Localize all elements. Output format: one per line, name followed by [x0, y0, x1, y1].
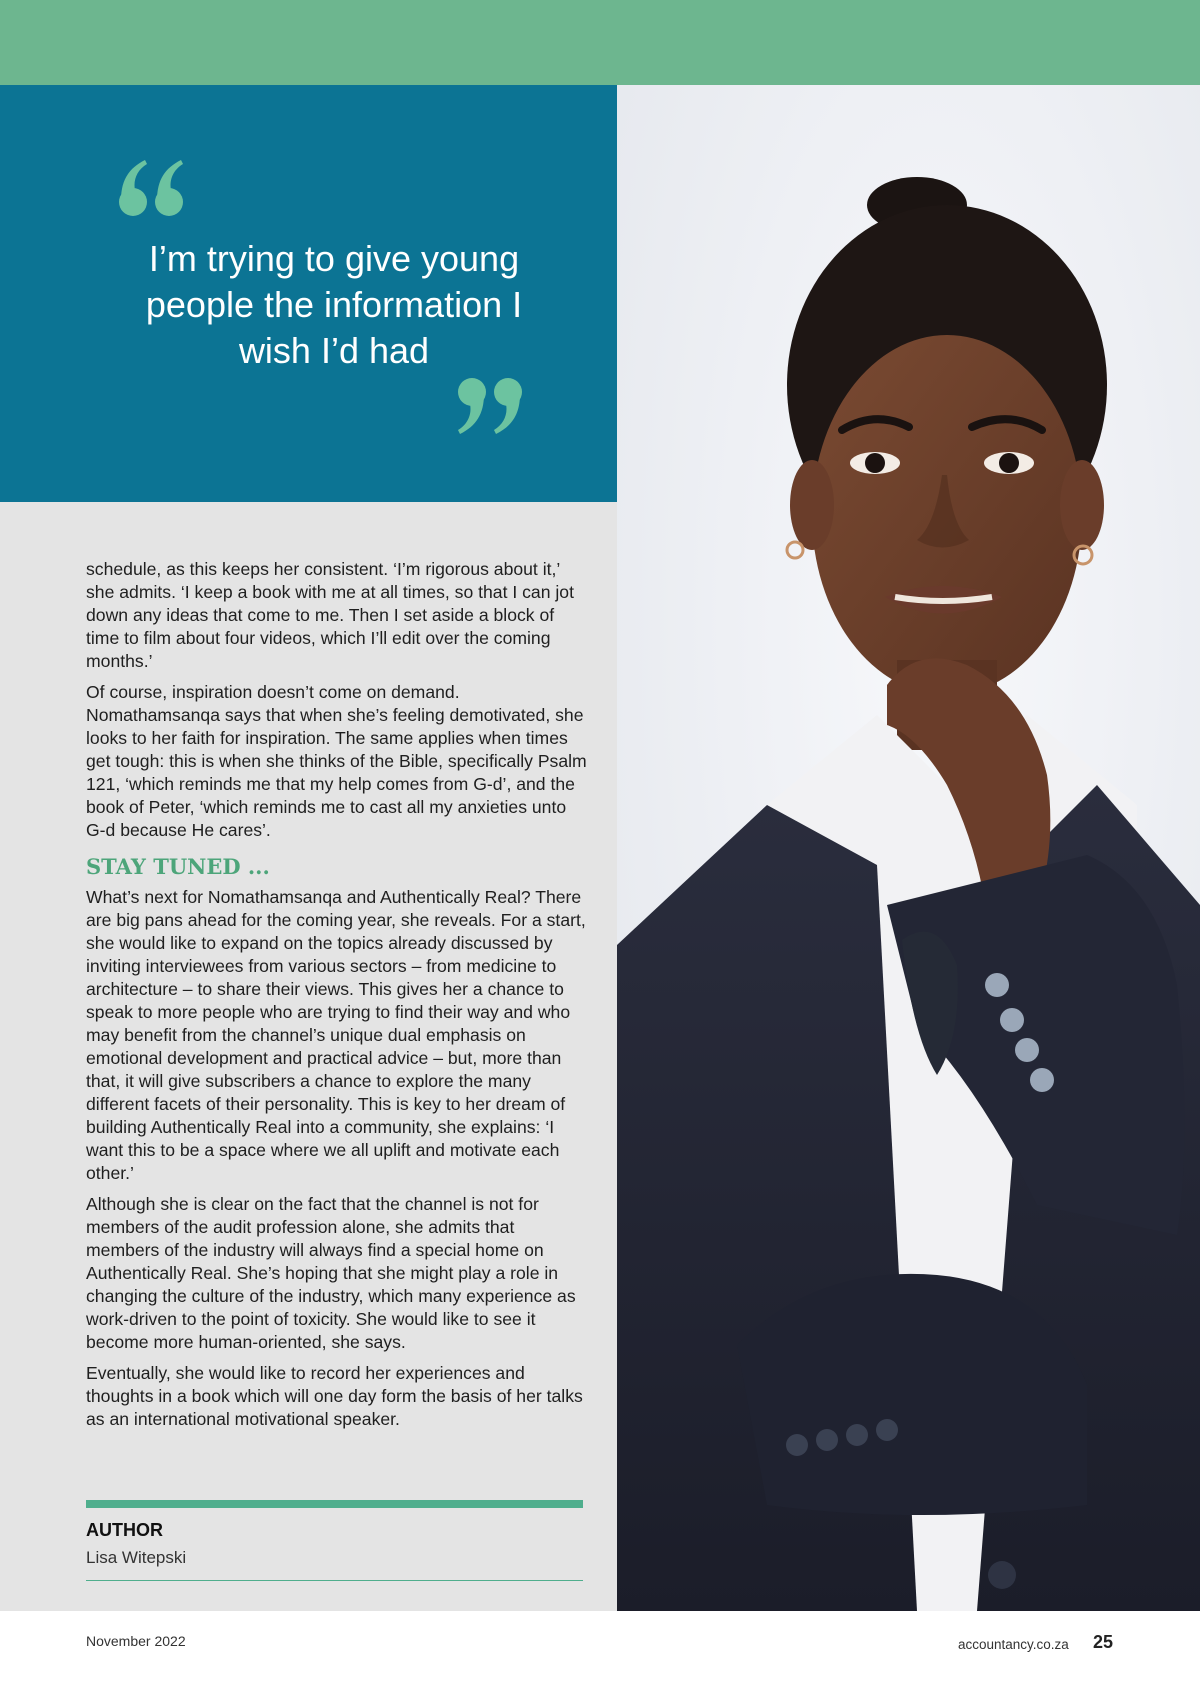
body-paragraph: What’s next for Nomathamsanqa and Authentically Real? There are big pans ahead for the coming year, she reveals. For a start, she would like to expand on the topics already discussed by inviting interviewees from various sectors – from medicine to architecture – to share their views. This gives her a chance to speak to more people who are trying to find their way and who may benefit from the channel’s unique dual emphasis on emotional development and practical advice – but, more than that, it will give subscribers a chance to explore the many different facets of their personality. This is key to her dream of building Authentically Real into a community, she explains: ‘I want this to be a space where we all uplift and motivate each other.’ [86, 887, 586, 1183]
issue-date: November 2022 [86, 1633, 186, 1649]
portrait-illustration [617, 85, 1200, 1611]
author-name: Lisa Witepski [86, 1548, 187, 1567]
body-paragraph: Although she is clear on the fact that the channel is not for members of the audit profession alone, she admits that members of the industry will always find a special home on Authentically Real. She’s hoping that she might play a role in changing the culture of the industry, which many experience as work-driven to the point of toxicity. She would like to see it become more human-oriented, she says. [86, 1194, 576, 1352]
author-divider-thin [86, 1580, 583, 1581]
body-paragraph: Eventually, she would like to record her experiences and thoughts in a book which will one day form the basis of her talks as an international motivational speaker. [86, 1363, 583, 1429]
portrait-photo [617, 85, 1200, 1611]
body-paragraph: schedule, as this keeps her consistent. ‘I’m rigorous about it,’ she admits. ‘I keep a book with me at all times, so that I can jot down any ideas that come to me. Then I set aside a block of time to film about four videos, which I’ll edit over the coming months.’ [86, 559, 574, 671]
section-heading: STAY TUNED ... [86, 854, 270, 879]
page-number: 25 [1093, 1632, 1114, 1652]
author-label: AUTHOR [86, 1520, 163, 1540]
author-divider-thick [86, 1500, 583, 1508]
close-quote-icon [450, 370, 530, 470]
article-body [86, 558, 588, 1439]
body-paragraph: Of course, inspiration doesn’t come on demand. Nomathamsanqa says that when she’s feeling demotivated, she looks to her faith for inspiration. The same applies when times get tough: this is when she thinks of the Bible, specifically Psalm 121, ‘which reminds me that my help comes from G-d’, and the book of Peter, ‘which reminds me to cast all my anxieties unto G-d because He cares’. [86, 682, 587, 840]
open-quote-icon [115, 140, 195, 240]
pull-quote-text: I’m trying to give young people the information I wish I’d had [145, 238, 523, 371]
website-url: accountancy.co.za [958, 1637, 1069, 1652]
top-color-band [0, 0, 1200, 85]
